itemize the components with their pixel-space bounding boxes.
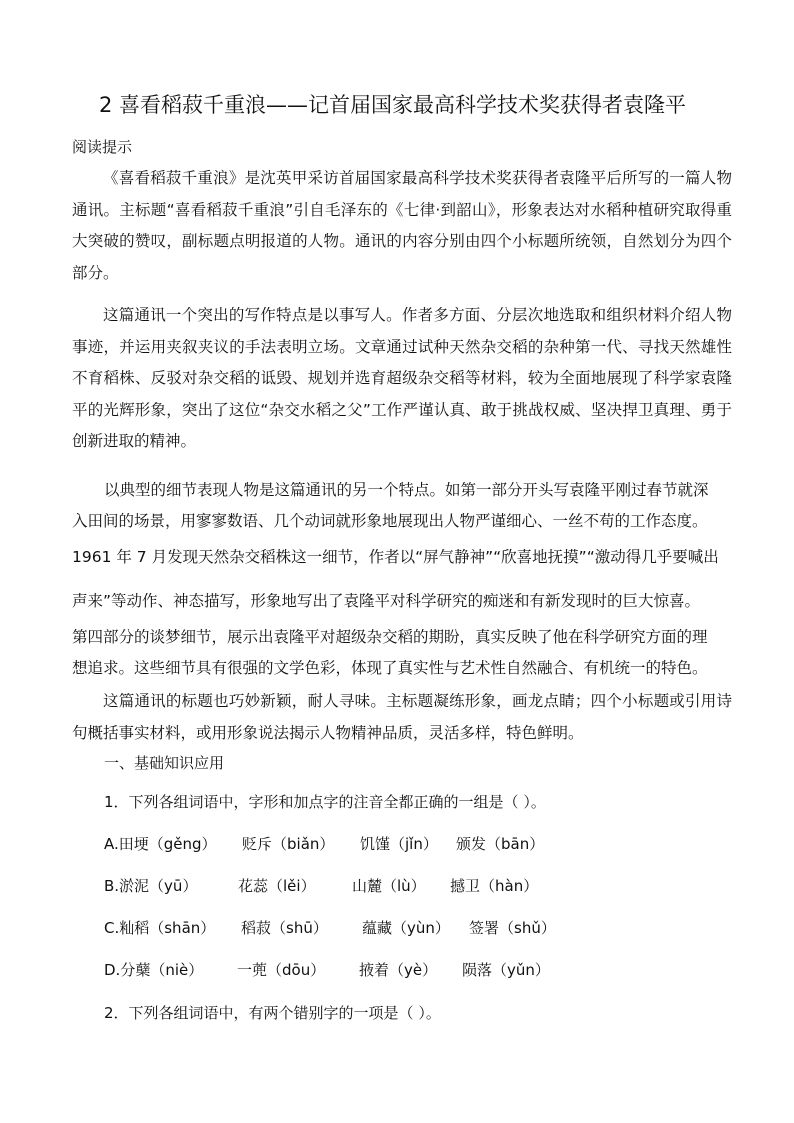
option-a-word-3: 饥馑（jǐn） (360, 835, 438, 853)
option-a-word-1: A.田埂（gěng） (104, 835, 217, 853)
option-b-word-2: 花蕊（lěi） (238, 877, 316, 895)
paragraph-detail-line-5: 第四部分的谈梦细节，展示出袁隆平对超级杂交稻的期盼，真实反映了他在科学研究方面的理 (72, 628, 708, 646)
paragraph-detail-line-6: 想追求。这些细节具有很强的文学色彩，体现了真实性与艺术性自然融合、有机统一的特色。 (72, 659, 708, 677)
option-c-word-3: 蕴藏（yùn） (362, 919, 450, 937)
reading-tip-label: 阅读提示 (72, 138, 133, 156)
option-c-word-2: 稻菽（shū） (241, 919, 328, 937)
option-c-word-1: C.籼稻（shān） (104, 919, 216, 937)
option-a-word-2: 贬斥（biǎn） (242, 835, 335, 853)
option-d-word-1: D.分蘖（niè） (104, 961, 204, 979)
option-b-word-4: 撼卫（hàn） (450, 877, 539, 895)
option-d-word-3: 掖着（yè） (359, 961, 438, 979)
section-heading: 一、基础知识应用 (104, 754, 225, 772)
option-d-word-4: 陨落（yǔn） (462, 961, 550, 979)
paragraph-intro: 《喜看稻菽千重浪》是沈英甲采访首届国家最高科学技术奖获得者袁隆平后所写的一篇人物通讯。主标题“喜看稻菽千重浪”引自毛泽东的《七律·到韶山》，形象表达对水稻种植研究取得重大突破的赞叹，副标题点明报道的人物。通讯的内容分别由四个小标题所统领，自然划分为四个部分。 (72, 169, 732, 282)
paragraph-detail-line-3: 1961 年 7 月发现天然杂交稻株这一细节，作者以“屏气静神”“欣喜地抚摸”“激动得几乎要喊出 (72, 548, 719, 566)
option-b-word-1: B.淤泥（yū） (104, 877, 198, 895)
option-c-word-4: 签署（shǔ） (469, 919, 556, 937)
paragraph-detail-line-1: 以典型的细节表现人物是这篇通讯的另一个特点。如第一部分开头写袁隆平刚过春节就深 (104, 481, 709, 499)
option-a-word-4: 颁发（bān） (456, 835, 545, 853)
document-title: 2 喜看稻菽千重浪——记首届国家最高科学技术奖获得者袁隆平 (99, 93, 687, 117)
question-1: 1．下列各组词语中，字形和加点字的注音全都正确的一组是（ ）。 (104, 793, 546, 811)
option-b-word-3: 山麓（lù） (352, 877, 426, 895)
paragraph-detail-line-2: 入田间的场景，用寥寥数语、几个动词就形象地展现出人物严谨细心、一丝不苟的工作态度。 (72, 512, 708, 530)
paragraph-detail-line-4: 声来”等动作、神态描写，形象地写出了袁隆平对科学研究的痴迷和有新发现时的巨大惊喜。 (72, 592, 701, 610)
option-d-word-2: 一蔸（dōu） (237, 961, 326, 979)
paragraph-writing-feature: 这篇通讯一个突出的写作特点是以事写人。作者多方面、分层次地选取和组织材料介绍人物事迹，并运用夹叙夹议的手法表明立场。文章通过试种天然杂交稻的杂种第一代、寻找天然雄性不育稻株、反驳对杂交稻的诋毁、规划并选育超级杂交稻等材料，较为全面地展现了科学家袁隆平的光辉形象，突出了这位“杂交水稻之父”工作严谨认真、敢于挑战权威、坚决捍卫真理、勇于创新进取的精神。 (72, 306, 732, 450)
paragraph-title-feature: 这篇通讯的标题也巧妙新颖，耐人寻味。主标题凝练形象，画龙点睛；四个小标题或引用诗句概括事实材料，或用形象说法揭示人物精神品质，灵活多样，特色鲜明。 (72, 692, 732, 742)
question-2: 2．下列各组词语中，有两个错别字的一项是（ ）。 (104, 1004, 441, 1022)
